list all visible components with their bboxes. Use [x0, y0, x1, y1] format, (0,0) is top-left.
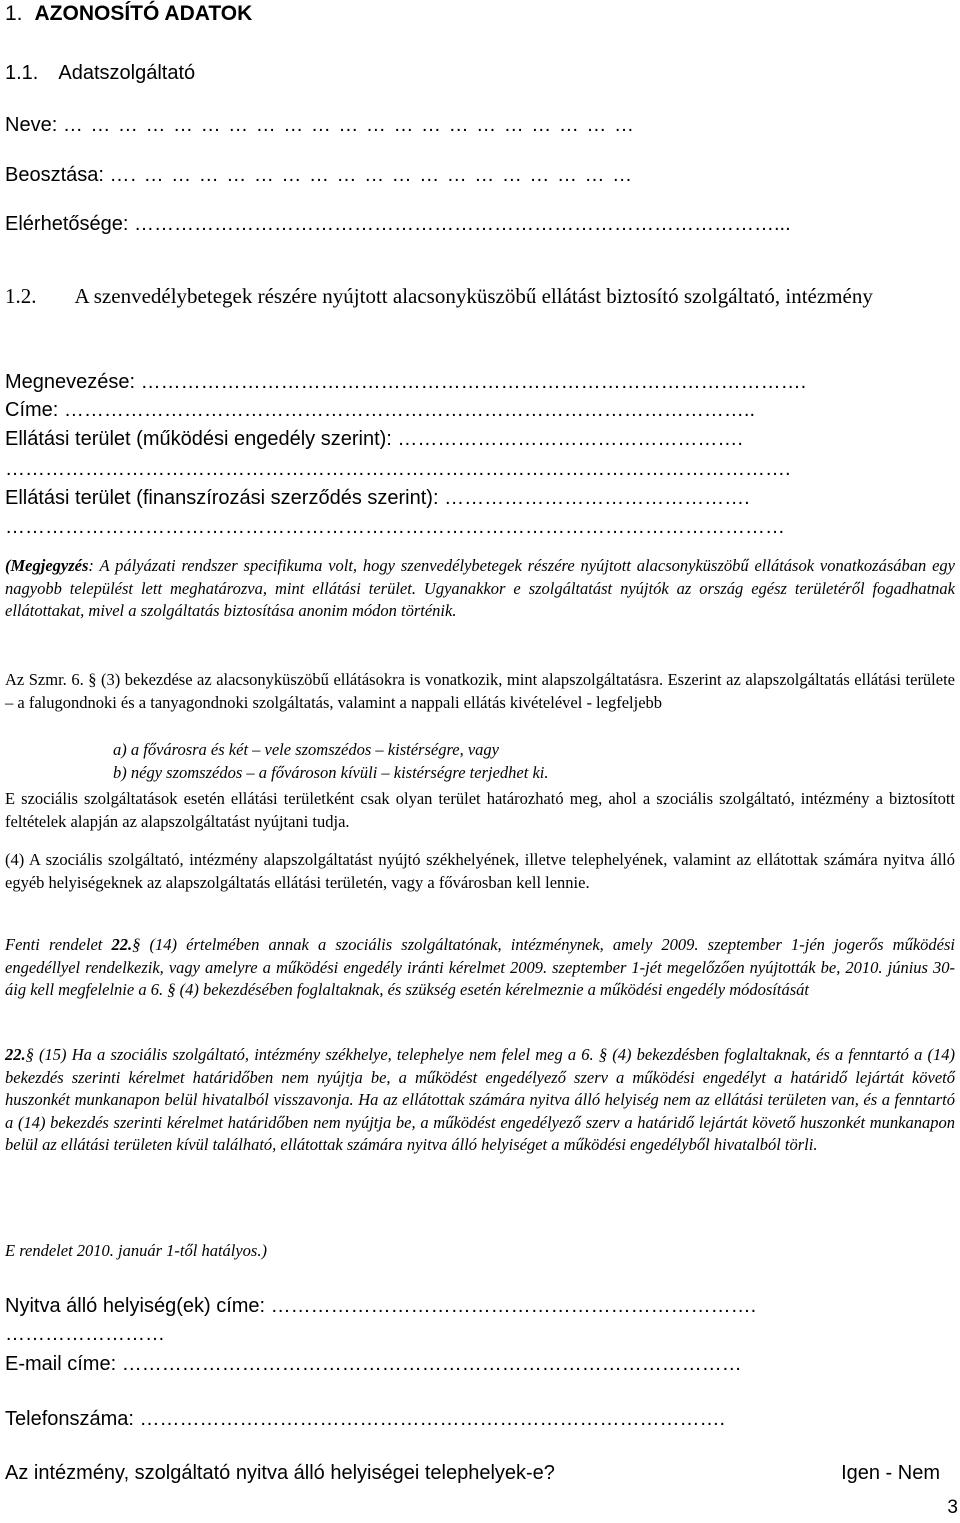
area-contract-field-2[interactable]: ……………………………………………………………………………………………………… — [5, 516, 785, 538]
provider-position-label: Beosztása: — [5, 164, 104, 186]
law-p1-rest: (3) bekezdése az alacsonyküszöbű ellátásokra is vonatkozik, mint alapszolgáltatásra. Eszerint az alapszolgáltatás ellátási területe – a falugondnoki és a tanyagondnoki szolgáltatás, valamint a nappali ellátás kivételével - legfeljebb — [5, 670, 955, 712]
law-item-a — [5, 739, 955, 762]
law-item-b — [5, 762, 955, 785]
provider-contact-row — [5, 213, 791, 236]
phone-row — [5, 1408, 725, 1431]
area-license-field[interactable]: ……………………………………………. — [397, 428, 743, 450]
section-1-2-heading — [5, 282, 960, 311]
law-p5-num: 22. — [5, 1045, 26, 1064]
section-1-number: 1. — [5, 2, 23, 25]
institution-name-label: Megnevezése: — [5, 371, 136, 393]
premises-field[interactable]: ………………………………………………………………. — [270, 1295, 757, 1317]
email-label: E-mail címe: — [5, 1353, 117, 1375]
law-p4-end: (4) bekezdésében foglaltaknak, és szükség esetén kérelmeznie a működési engedély módosítását — [175, 980, 809, 999]
premises-row — [5, 1295, 756, 1318]
section-sign: § — [167, 980, 176, 999]
law-p4-rest: (14) értelmében annak a szociális szolgáltatónak, intézménynek, amely 2009. szeptember 1-jén jogerős működési engedéllyel rendelkezik, vagy amelyre a működési engedély iránti kérelmet 2009. szeptember 1-jét megelőzően nyújtották be, 2010. június 30-áig kell megfelelnie a 6. — [5, 935, 955, 999]
note-text: : A pályázati rendszer specifikuma volt, hogy szenvedélybetegek részére nyújtott alacsonyküszöbű ellátások vonatkozásában egy nagyobb települést lett meghatározva, mint ellátási terület. Ugyanakkor e szolgáltatást nyújtók az ország egész területéről fogadhatnak ellátottakat, mivel a szolgáltatás biztosítása anonim módon történik. — [5, 556, 955, 620]
premises-label: Nyitva álló helyiség(ek) címe: — [5, 1295, 266, 1317]
law-p4-start: Fenti rendelet — [5, 935, 112, 954]
provider-contact-field[interactable]: ……………………………………………………………………………………... — [133, 213, 791, 235]
provider-name-row — [5, 114, 635, 137]
area-license-label: Ellátási terület (működési engedély szerint): — [5, 428, 392, 450]
provider-position-field[interactable]: …. … … … … … … … … … … … … … … … … … … — [109, 164, 634, 186]
law-p1-start: Az Szmr. 6. — [5, 670, 89, 689]
law-item-a-text: a) a fővárosra és két – vele szomszédos – kistérségre, vagy — [113, 740, 499, 759]
law-p4-num: 22. — [111, 935, 133, 954]
law-paragraph-4 — [5, 934, 955, 1002]
law-paragraph-6 — [5, 1240, 955, 1263]
institution-name-field[interactable]: ………………………………………………………………………………………. — [140, 371, 807, 393]
area-license-row-2 — [5, 458, 791, 481]
law-p3-text: (4) A szociális szolgáltató, intézmény alapszolgáltatást nyújtó székhelyének, illetve telephelyének, valamint az ellátottak számára nyitva álló egyéb helyiségeknek az alapszolgáltatás ellátási területén, vagy a fővárosban kell lennie. — [5, 850, 955, 892]
institution-name-row — [5, 371, 806, 394]
section-1-1-number: 1.1. — [5, 62, 39, 84]
provider-name-field[interactable]: … … … … … … … … … … … … … … … … … … … … … — [62, 114, 635, 136]
premises-row-2 — [5, 1323, 165, 1346]
section-sign: § — [598, 1045, 608, 1064]
area-contract-row-2 — [5, 516, 785, 539]
institution-address-row — [5, 399, 755, 422]
section-sign: § — [88, 670, 97, 689]
law-p5-alt: (4) bekezdésben foglaltaknak, és a fenntartó a (14) bekezdés szerinti kérelmet határidőben nem nyújtja be, a működést engedélyező szerv a működési engedélyt a határidő lejártát követő huszonkét munkanapon belül hivatalból visszavonja. Ha az ellátottak számára nyitva álló helyiség nem az ellátási területen van, és a fenntartó a (14) bekezdés szerinti kérelmet határidőben nem nyújtja be, a működést engedélyező szerv a határidő lejártát követő huszonkét munkanapon belül az ellátási területen kívül található, ellátottak számára nyitva álló helyiséget a működési engedélyből hivatalból törli. — [5, 1045, 955, 1154]
law-item-b-text: b) négy szomszédos – a fővároson kívüli – kistérségre terjedhet ki. — [113, 763, 549, 782]
area-license-row — [5, 428, 743, 451]
phone-label: Telefonszáma: — [5, 1408, 134, 1430]
section-1-heading — [5, 2, 252, 26]
law-paragraph-2 — [5, 788, 955, 833]
area-contract-label: Ellátási terület (finanszírozási szerződés szerint): — [5, 487, 439, 509]
section-sign: § — [132, 935, 141, 954]
section-1-1-title: Adatszolgáltató — [58, 62, 196, 84]
section-1-2-number: 1.2. — [5, 284, 37, 308]
section-1-title: AZONOSÍTÓ ADATOK — [34, 2, 253, 25]
area-license-field-2[interactable]: ………………………………………………………………………………………………………. — [5, 458, 791, 480]
note-label: (Megjegyzés — [5, 556, 89, 575]
institution-address-label: Címe: — [5, 399, 59, 421]
page-number: 3 — [947, 1497, 958, 1518]
law-paragraph-3 — [5, 849, 955, 894]
premises-question: Az intézmény, szolgáltató nyitva álló helyiségei telephelyek-e? — [5, 1462, 555, 1484]
area-contract-field[interactable]: ………………………………………. — [444, 487, 750, 509]
area-contract-row — [5, 487, 750, 510]
provider-name-label: Neve: — [5, 114, 58, 136]
note-paragraph — [5, 555, 955, 623]
section-sign: § — [25, 1045, 34, 1064]
institution-address-field[interactable]: ………………………………………………………………………………………….. — [63, 399, 756, 421]
law-p6-text: E rendelet 2010. január 1-től hatályos.) — [5, 1241, 267, 1260]
phone-field[interactable]: ……………………………………………………………………………. — [139, 1408, 726, 1430]
provider-position-row — [5, 164, 633, 187]
law-p5-rest: (15) Ha a szociális szolgáltató, intézmény székhelye, telephelye nem felel meg a 6. — [33, 1045, 599, 1064]
email-row — [5, 1353, 742, 1376]
law-paragraph-5 — [5, 1044, 955, 1157]
yes-no-answer[interactable]: Igen - Nem — [841, 1462, 940, 1484]
email-field[interactable]: ………………………………………………………………………………… — [121, 1353, 742, 1375]
law-p2-text: E szociális szolgáltatások esetén ellátási területként csak olyan terület határozható meg, ahol a szociális szolgáltató, intézmény a biztosított feltételek alapján az alapszolgáltatást nyújtani tudja. — [5, 789, 955, 831]
provider-contact-label: Elérhetősége: — [5, 213, 129, 235]
law-paragraph-1 — [5, 669, 955, 714]
premises-field-2[interactable]: …………………… — [5, 1323, 165, 1345]
section-1-2-title: A szenvedélybetegek részére nyújtott alacsonyküszöbű ellátást biztosító szolgáltató, intézmény — [74, 284, 873, 308]
section-1-1-heading — [5, 62, 195, 85]
